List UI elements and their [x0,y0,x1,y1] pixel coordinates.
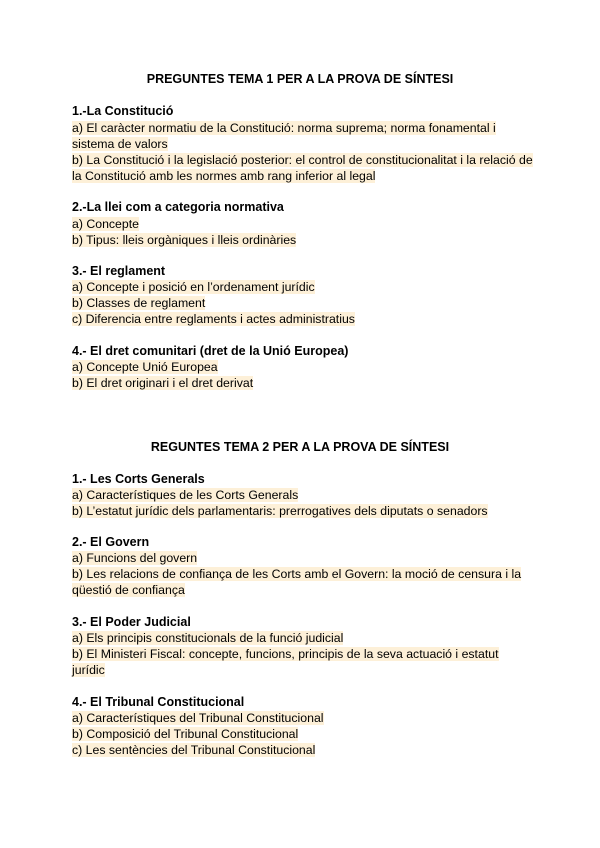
tema2-section3-line2: b) El Ministeri Fiscal: concepte, funcions, principis de la seva actuació i estatut [72,647,499,661]
tema1-section1-line3: b) La Constitució i la legislació posterior: el control de constitucionalitat i la relació de [72,153,533,167]
tema2-section2-line2: b) Les relacions de confiança de les Corts amb el Govern: la moció de censura i la [72,567,522,581]
tema1-section3-line3: c) Diferencia entre reglaments i actes administratius [72,312,355,326]
tema2-section4-line2: b) Composició del Tribunal Constitucional [72,727,299,741]
tema2-section4-line3: c) Les sentències del Tribunal Constitucional [72,743,316,757]
tema1-section1-line2: sistema de valors [72,137,168,151]
tema1-section3-heading: 3.- El reglament [72,264,166,278]
tema2-section3-line1: a) Els principis constitucionals de la funció judicial [72,631,344,645]
tema2-section1-line2: b) L’estatut jurídic dels parlamentaris: prerrogatives dels diputats o senadors [72,504,488,518]
tema2-title: REGUNTES TEMA 2 PER A LA PROVA DE SÍNTESI [150,440,450,454]
tema1-section3-line1: a) Concepte i posició en l’ordenament jurídic [72,280,315,294]
tema2-section2-heading: 2.- El Govern [72,535,150,549]
tema1-section2-line2: b) Tipus: lleis orgàniques i lleis ordinàries [72,233,297,247]
tema1-section4-line1: a) Concepte Unió Europea [72,360,218,374]
tema2-section2-line3: qüestió de confiança [72,583,185,597]
tema2-section1-line1: a) Característiques de les Corts Generals [72,488,299,502]
tema1-section3-line2: b) Classes de reglament [72,296,206,310]
tema2-section4-heading: 4.- El Tribunal Constitucional [72,695,245,709]
tema1-section4-heading: 4.- El dret comunitari (dret de la Unió Europea) [72,344,349,358]
tema1-section1-line4: la Constitució amb les normes amb rang inferior al legal [72,169,376,183]
tema1-section4-line2: b) El dret originari i el dret derivat [72,376,254,390]
tema1-title: PREGUNTES TEMA 1 PER A LA PROVA DE SÍNTESI [146,72,454,86]
tema1-section1-line1: a) El caràcter normatiu de la Constitució: norma suprema; norma fonamental i [72,121,496,135]
tema1-section2-line1: a) Concepte [72,217,139,231]
tema1-section2-heading: 2.-La llei com a categoria normativa [72,200,284,214]
tema2-section3-heading: 3.- El Poder Judicial [72,615,191,629]
tema2-section4-line1: a) Característiques del Tribunal Constitucional [72,711,324,725]
tema2-section1-heading: 1.- Les Corts Generals [72,472,205,486]
tema1-section1-heading: 1.-La Constitució [72,104,174,118]
tema2-section3-line3: jurídic [72,663,105,677]
tema2-section2-line1: a) Funcions del govern [72,551,198,565]
